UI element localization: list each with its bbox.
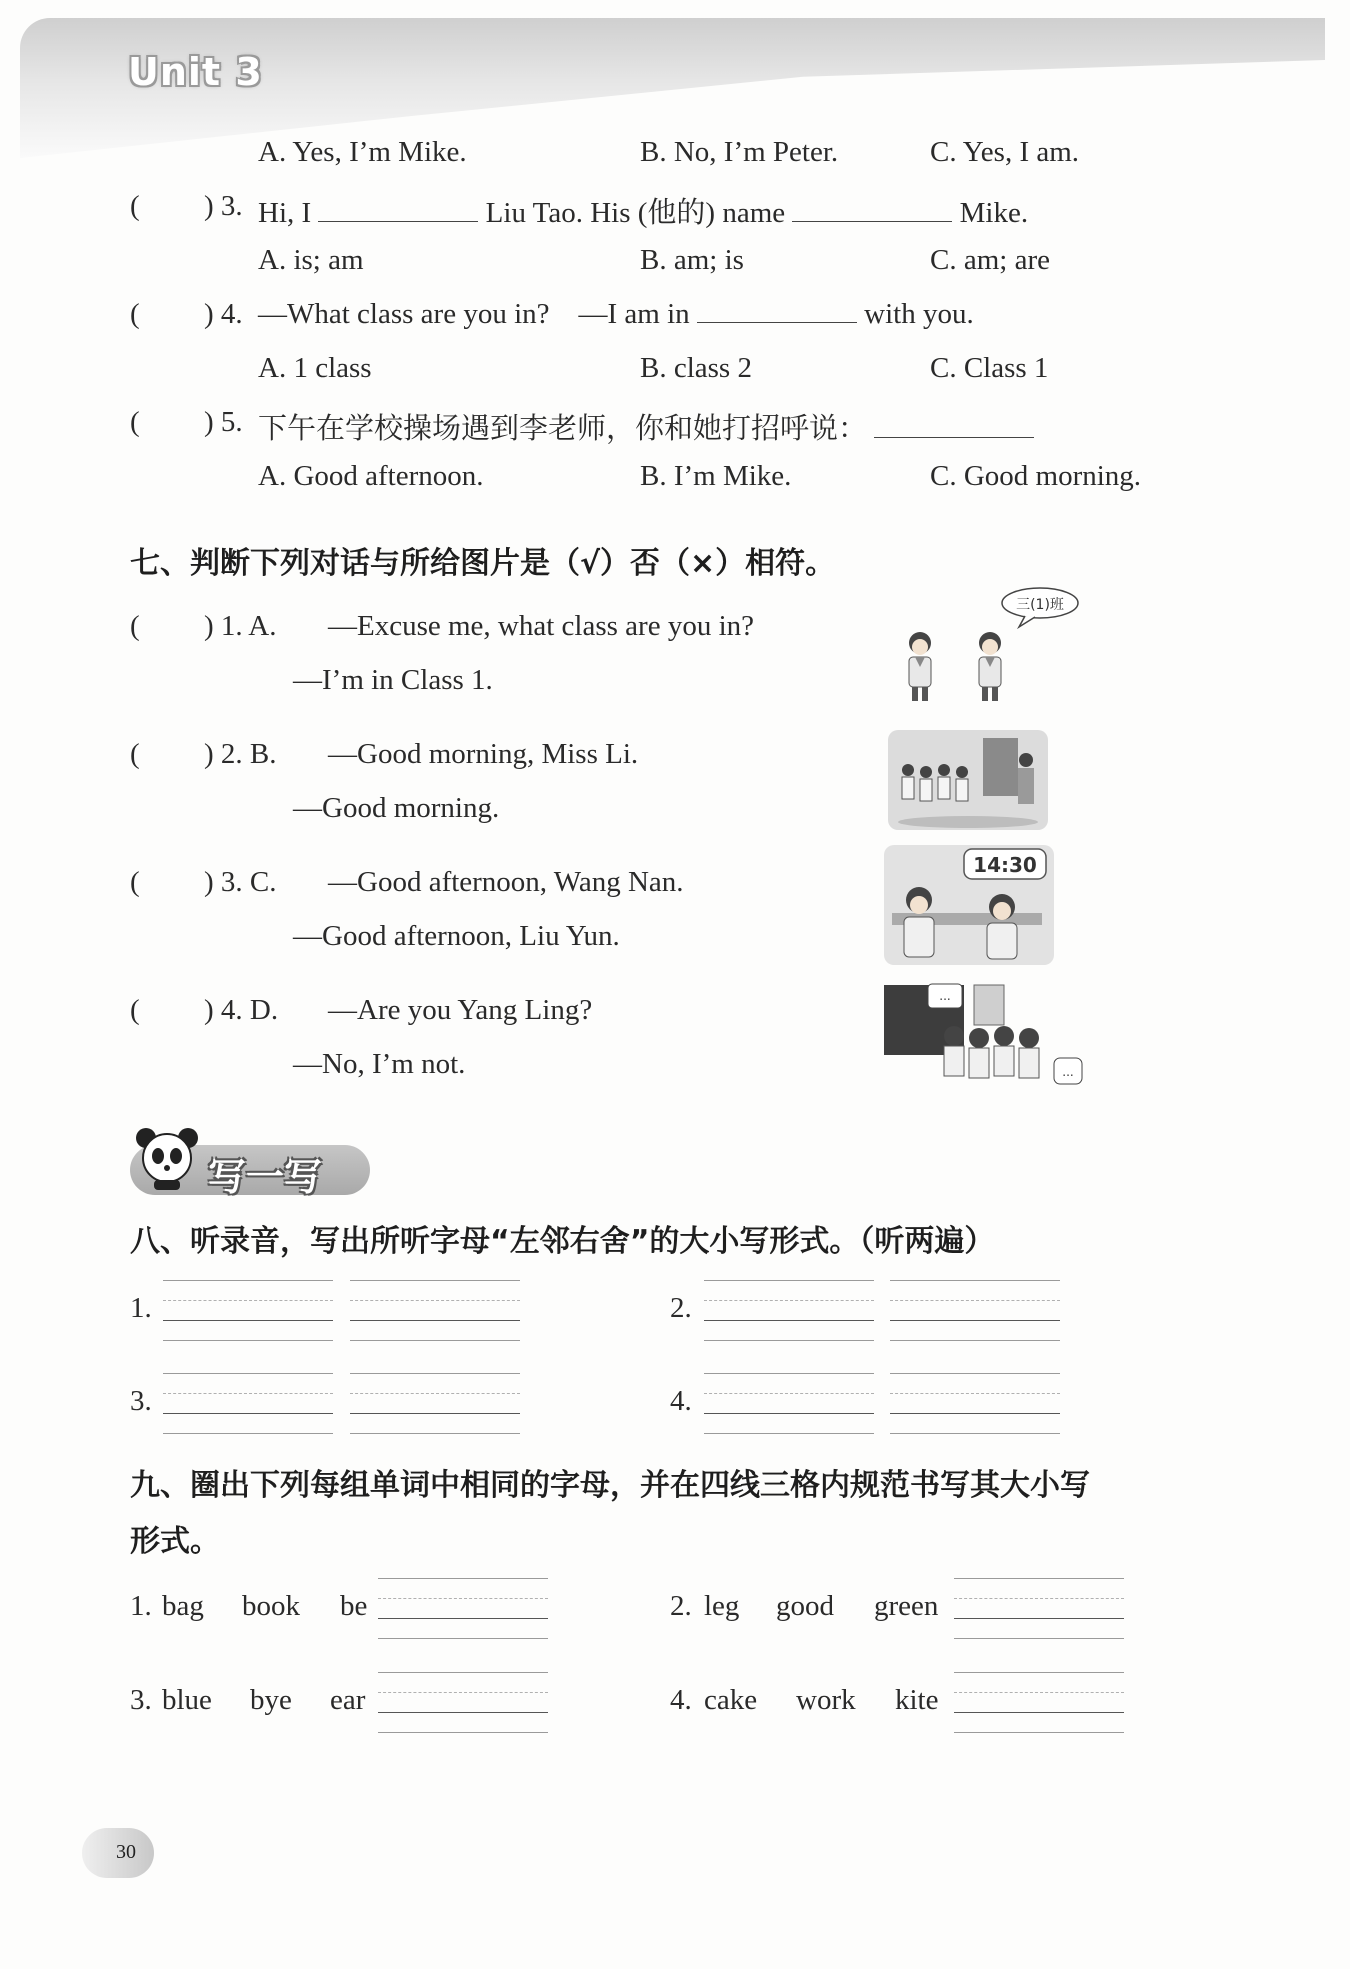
- p7-q2-line1: —Good morning, Miss Li.: [328, 738, 639, 770]
- p7-q3-line2: —Good afternoon, Liu Yun.: [293, 920, 620, 952]
- panda-icon: [132, 1122, 202, 1192]
- p7-q3-number: ) 3. C.: [204, 866, 277, 898]
- q2-option-b: B. No, I’m Peter.: [640, 136, 839, 168]
- p9-g1-word-3: be: [340, 1590, 368, 1622]
- p7-q2-number: ) 2. B.: [204, 738, 277, 770]
- p9-g3-grid[interactable]: [378, 1672, 548, 1732]
- p9-g4-num: 4.: [670, 1684, 692, 1716]
- q3-stem: Hi, I Liu Tao. His (他的) name Mike.: [258, 197, 1029, 229]
- p8-q2-grid-1[interactable]: [704, 1280, 874, 1340]
- p8-q1-grid-2[interactable]: [350, 1280, 520, 1340]
- q5-option-c: C. Good morning.: [930, 460, 1142, 492]
- q3-option-a: A. is; am: [258, 244, 364, 276]
- p9-g1-num: 1.: [130, 1590, 152, 1622]
- p7-q4-number: ) 4. D.: [204, 994, 279, 1026]
- p8-q1-grid-1[interactable]: [163, 1280, 333, 1340]
- p8-q4-grid-2[interactable]: [890, 1373, 1060, 1433]
- q5-option-b: B. I’m Mike.: [640, 460, 792, 492]
- p8-num-2: 2.: [670, 1292, 692, 1324]
- q5-open-paren: (: [130, 406, 140, 438]
- page-number-badge: [82, 1828, 154, 1878]
- p7-q3-line1: —Good afternoon, Wang Nan.: [328, 866, 684, 898]
- p9-g4-word-2: work: [796, 1684, 856, 1716]
- p9-g2-word-2: good: [776, 1590, 834, 1622]
- q2-option-a: A. Yes, I’m Mike.: [258, 136, 467, 168]
- unit-title: Unit 3: [128, 50, 263, 94]
- p8-num-1: 1.: [130, 1292, 152, 1324]
- p7-q1-paren: (: [130, 610, 140, 642]
- q5-option-a: A. Good afternoon.: [258, 460, 484, 492]
- q4-option-a: A. 1 class: [258, 352, 372, 384]
- p9-g2-word-3: green: [874, 1590, 939, 1622]
- p7-q1-number: ) 1. A.: [204, 610, 277, 642]
- q4-open-paren: (: [130, 298, 140, 330]
- p9-g3-word-2: bye: [250, 1684, 292, 1716]
- part9-title-line2: 形式。: [130, 1524, 220, 1559]
- part9-title-line1: 九、圈出下列每组单词中相同的字母，并在四线三格内规范书写其大小写: [130, 1468, 1090, 1503]
- q3-option-c: C. am; are: [930, 244, 1050, 276]
- q5-number: ) 5.: [204, 406, 243, 438]
- p7-q3-paren: (: [130, 866, 140, 898]
- part7-title: 七、判断下列对话与所给图片是（√）否（×）相符。: [130, 546, 836, 581]
- p7-q4-paren: (: [130, 994, 140, 1026]
- p9-g1-word-1: bag: [162, 1590, 204, 1622]
- p7-q1-line2: —I’m in Class 1.: [293, 664, 493, 696]
- p9-g1-grid[interactable]: [378, 1578, 548, 1638]
- p9-g4-grid[interactable]: [954, 1672, 1124, 1732]
- p8-q4-grid-1[interactable]: [704, 1373, 874, 1433]
- p9-g1-word-2: book: [242, 1590, 300, 1622]
- p8-q3-grid-2[interactable]: [350, 1373, 520, 1433]
- p7-q4-line1: —Are you Yang Ling?: [328, 994, 593, 1026]
- q3-blank-1[interactable]: [318, 197, 478, 222]
- p7-q1-line1: —Excuse me, what class are you in?: [328, 610, 754, 642]
- p7-q2-paren: (: [130, 738, 140, 770]
- q3-blank-2[interactable]: [792, 197, 952, 222]
- p7-q4-line2: —No, I’m not.: [293, 1048, 466, 1080]
- p8-num-4: 4.: [670, 1385, 692, 1417]
- q5-stem: 下午在学校操场遇到李老师，你和她打招呼说：: [258, 406, 1034, 447]
- q4-number: ) 4.: [204, 298, 243, 330]
- q3-option-b: B. am; is: [640, 244, 744, 276]
- p9-g2-num: 2.: [670, 1590, 692, 1622]
- p9-g3-num: 3.: [130, 1684, 152, 1716]
- part8-title: 八、听录音，写出所听字母“左邻右舍”的大小写形式。（听两遍）: [130, 1224, 995, 1259]
- picture-b-classroom: [888, 730, 1048, 830]
- p9-g3-word-1: blue: [162, 1684, 212, 1716]
- picture-d-class: [884, 980, 1084, 1090]
- q4-option-b: B. class 2: [640, 352, 752, 384]
- p7-q2-line2: —Good morning.: [293, 792, 500, 824]
- q4-blank[interactable]: [697, 298, 857, 323]
- picture-c-afternoon: [884, 845, 1054, 965]
- p9-g2-word-1: leg: [704, 1590, 740, 1622]
- q3-number: ) 3.: [204, 190, 243, 222]
- picture-d-bubble-text: ...: [1062, 1065, 1074, 1079]
- p8-q3-grid-1[interactable]: [163, 1373, 333, 1433]
- p9-g2-grid[interactable]: [954, 1578, 1124, 1638]
- page-number: 30: [116, 1841, 136, 1863]
- q3-open-paren: (: [130, 190, 140, 222]
- p8-num-3: 3.: [130, 1385, 152, 1417]
- picture-a-students: [895, 585, 1085, 705]
- section-write-label: 写一写: [208, 1155, 323, 1199]
- svg-text:...: ...: [939, 989, 951, 1003]
- q5-blank[interactable]: [874, 413, 1034, 438]
- clock-text: 14:30: [973, 853, 1037, 877]
- p9-g4-word-1: cake: [704, 1684, 758, 1716]
- picture-a-bubble-text: 三(1)班: [1016, 597, 1064, 613]
- p9-g3-word-3: ear: [330, 1684, 366, 1716]
- p9-g4-word-3: kite: [895, 1684, 939, 1716]
- q4-option-c: C. Class 1: [930, 352, 1049, 384]
- q2-option-c: C. Yes, I am.: [930, 136, 1080, 168]
- q4-stem: —What class are you in? —I am in with you.: [258, 298, 974, 330]
- p8-q2-grid-2[interactable]: [890, 1280, 1060, 1340]
